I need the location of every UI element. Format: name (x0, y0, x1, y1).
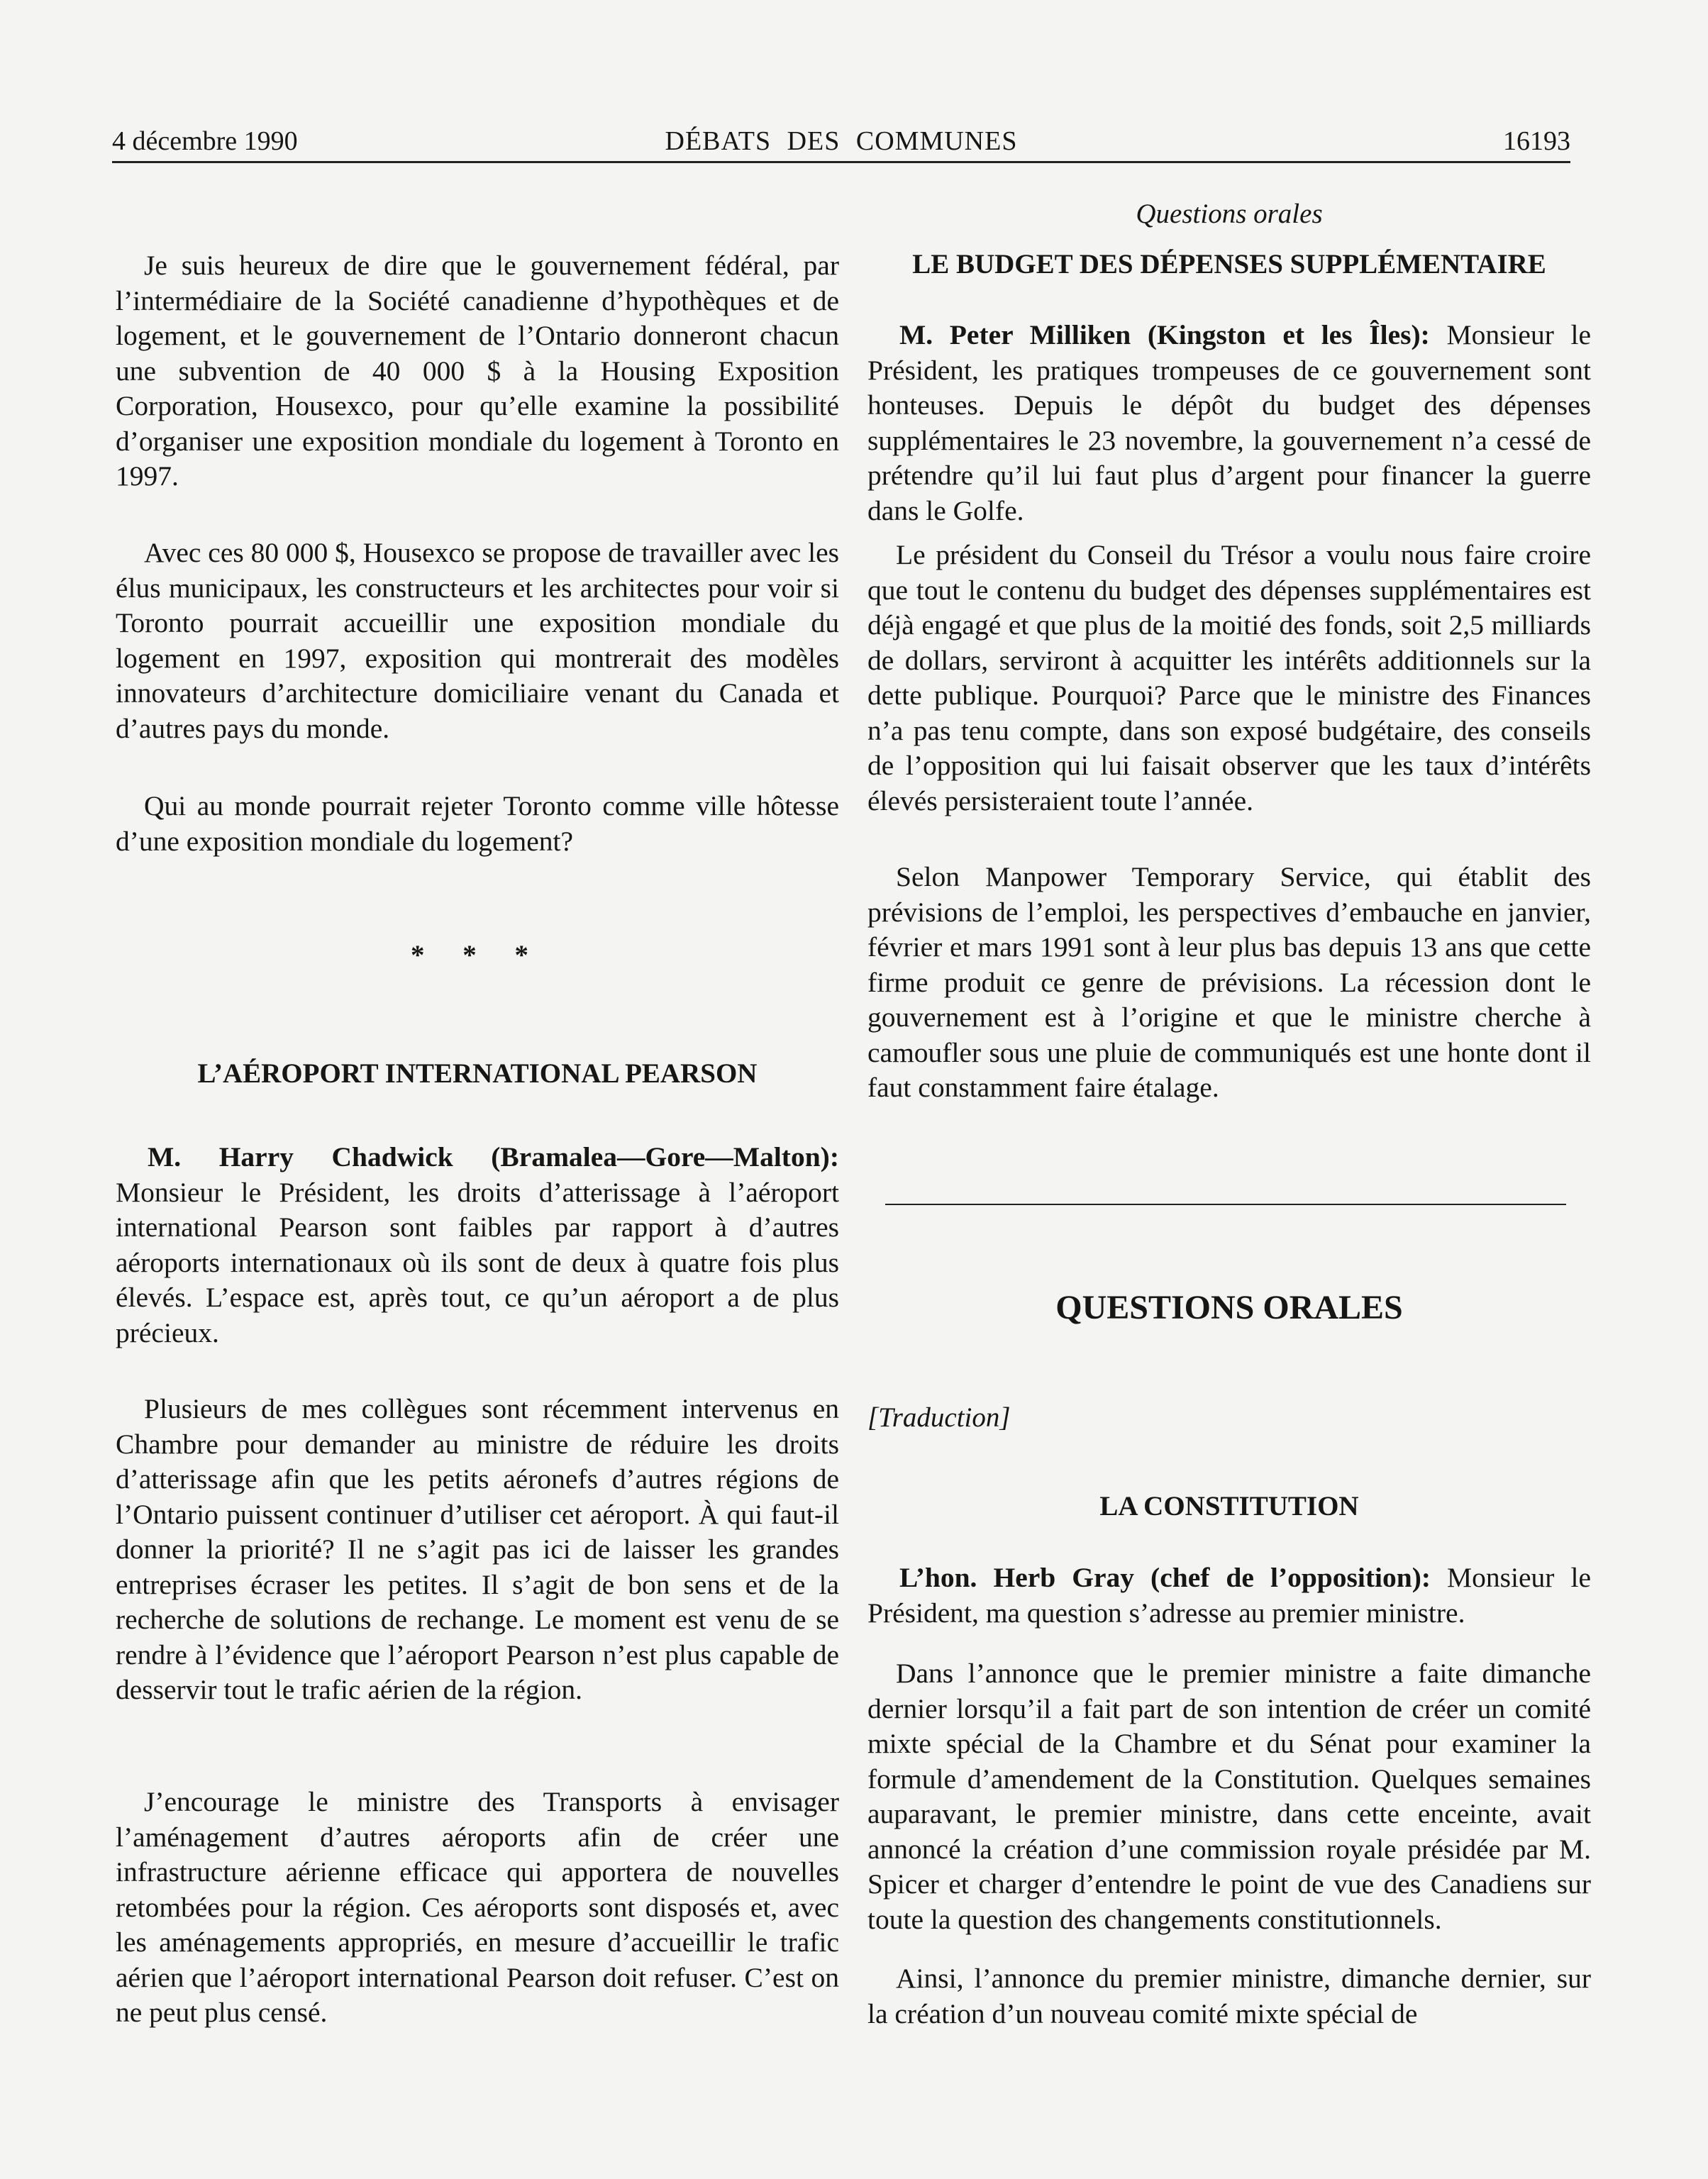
heading-constitution: LA CONSTITUTION (1099, 1491, 1359, 1521)
header-date: 4 décembre 1990 (112, 126, 298, 156)
right-paragraph-5: Dans l’annonce que le premier ministre a faite dimanche dernier lorsqu’il a fait part de son intention de créer un comité mixte spécial de la Chambre et du Sénat pour examiner la formule d’amendement de la Constitution. Quelques semaines auparavant, le premier ministre, dans cette enceinte, avait annoncé la création d’une commission royale présidée par M. Spicer et charger d’entendre le point de vue des Canadiens sur toute la question des changements constitutionnels. (867, 1658, 1591, 1935)
heading-budget: LE BUDGET DES DÉPENSES SUPPLÉMENTAIRE (912, 249, 1546, 279)
section-separator-stars: * * * (411, 940, 544, 970)
speaker-chadwick: M. Harry Chadwick (Bramalea—Gore—Malton): (148, 1141, 839, 1172)
left-paragraph-6: J’encourage le ministre des Transports à envisager l’aménagement d’autres aéroports afin de créer une infrastructure aérienne efficace qui apportera de nouvelles retombées pour la région. Ces aéroports sont disposés et, avec les aménagements appropriés, en mesure d’accueillir le trafic aérien que l’aéroport international Pearson doit refuser. C’est on ne peut plus censé. (116, 1786, 839, 2028)
header-rule (112, 161, 1570, 163)
left-paragraph-chadwick (116, 1140, 839, 1351)
gray-text: Monsieur le Président, ma question s’adresse au premier ministre. (867, 1562, 1591, 1629)
right-paragraph-2: Le président du Conseil du Trésor a voulu nous faire croire que tout le contenu du budget des dépenses supplémentaires est déjà engagé et que plus de la moitié des fonds, soit 2,5 milliards de dollars, serviront à acquitter les intérêts additionnels sur la dette publique. Pourquoi? Parce que le ministre des Finances n’a pas tenu compte, dans son exposé budgétaire, des conseils de l’opposition qui lui faisait observer que les taux d’intérêts élevés persisteraient toute l’année. (867, 539, 1591, 816)
milliken-text: Monsieur le Président, les pratiques trompeuses de ce gouvernement sont honteuses. Depuis le dépôt du budget des dépenses supplémentaires le 23 novembre, la gouvernement n’a cessé de prétendre qu’il lui faut plus d’argent pour financer la guerre dans le Golfe. (867, 319, 1591, 526)
header-page-number: 16193 (1503, 126, 1570, 156)
left-paragraph-2: Avec ces 80 000 $, Housexco se propose de travailler avec les élus municipaux, les constructeurs et les architectes pour voir si Toronto pourrait accueillir une exposition mondiale du logement en 1997, exposition qui montrerait des modèles innovateurs d’architecture domiciliaire venant du Canada et d’autres pays du monde. (116, 537, 839, 744)
heading-pearson: L’AÉROPORT INTERNATIONAL PEARSON (197, 1058, 758, 1089)
section-label: Questions orales (1136, 199, 1323, 229)
chadwick-text: Monsieur le Président, les droits d’atterissage à l’aéroport international Pearson sont faibles par rapport à d’autres aéroports internationaux où ils sont de deux à quatre fois plus élevés. L’espace est, après tout, ce qu’un aéroport a de plus précieux. (116, 1176, 839, 1348)
left-paragraph-5: Plusieurs de mes collègues sont récemment intervenus en Chambre pour demander au ministre de réduire les droits d’atterissage afin que les petits aéronefs d’autres régions de l’Ontario puissent continuer d’utiliser cet aéroport. À qui faut-il donner la priorité? Il ne s’agit pas ici de laisser les grandes entreprises écraser les petites. Il s’agit de bon sens et de la recherche de solutions de rechange. Le moment est venu de se rendre à l’évidence que l’aéroport Pearson n’est plus capable de desservir tout le trafic aérien de la région. (116, 1393, 839, 1705)
right-paragraph-3: Selon Manpower Temporary Service, qui établit des prévisions de l’emploi, les perspectives d’embauche en janvier, février et mars 1991 sont à leur plus bas depuis 13 ans que cette firme produit ce genre de prévisions. La récession dont le gouvernement est à l’origine et que le ministre cherche à camoufler sous une pluie de communiqués est une honte dont il faut constamment faire étalage. (867, 861, 1591, 1103)
section-rule (885, 1204, 1566, 1205)
right-paragraph-milliken (867, 318, 1591, 528)
traduction-note: [Traduction] (867, 1402, 1011, 1433)
right-paragraph-gray (867, 1560, 1591, 1631)
left-paragraph-1: Je suis heureux de dire que le gouvernement fédéral, par l’intermédiaire de la Société canadienne d’hypothèques et de logement, et le gouvernement de l’Ontario donneront chacun une subvention de 40 000 $ à la Housing Exposition Corporation, Housexco, pour qu’elle examine la possibilité d’organiser une exposition mondiale du logement à Toronto en 1997. (116, 250, 839, 492)
speaker-gray: L’hon. Herb Gray (chef de l’opposition): (899, 1562, 1431, 1593)
header-publication: DÉBATS DES COMMUNES (665, 126, 1018, 156)
page-header (112, 124, 1570, 158)
speaker-milliken: M. Peter Milliken (Kingston et les Îles): (899, 319, 1430, 350)
right-paragraph-6: Ainsi, l’annonce du premier ministre, dimanche dernier, sur la création d’un nouveau comité mixte spécial de (867, 1963, 1591, 2029)
heading-questions-orales: QUESTIONS ORALES (1055, 1289, 1403, 1326)
left-paragraph-3: Qui au monde pourrait rejeter Toronto comme ville hôtesse d’une exposition mondiale du logement? (116, 790, 839, 857)
